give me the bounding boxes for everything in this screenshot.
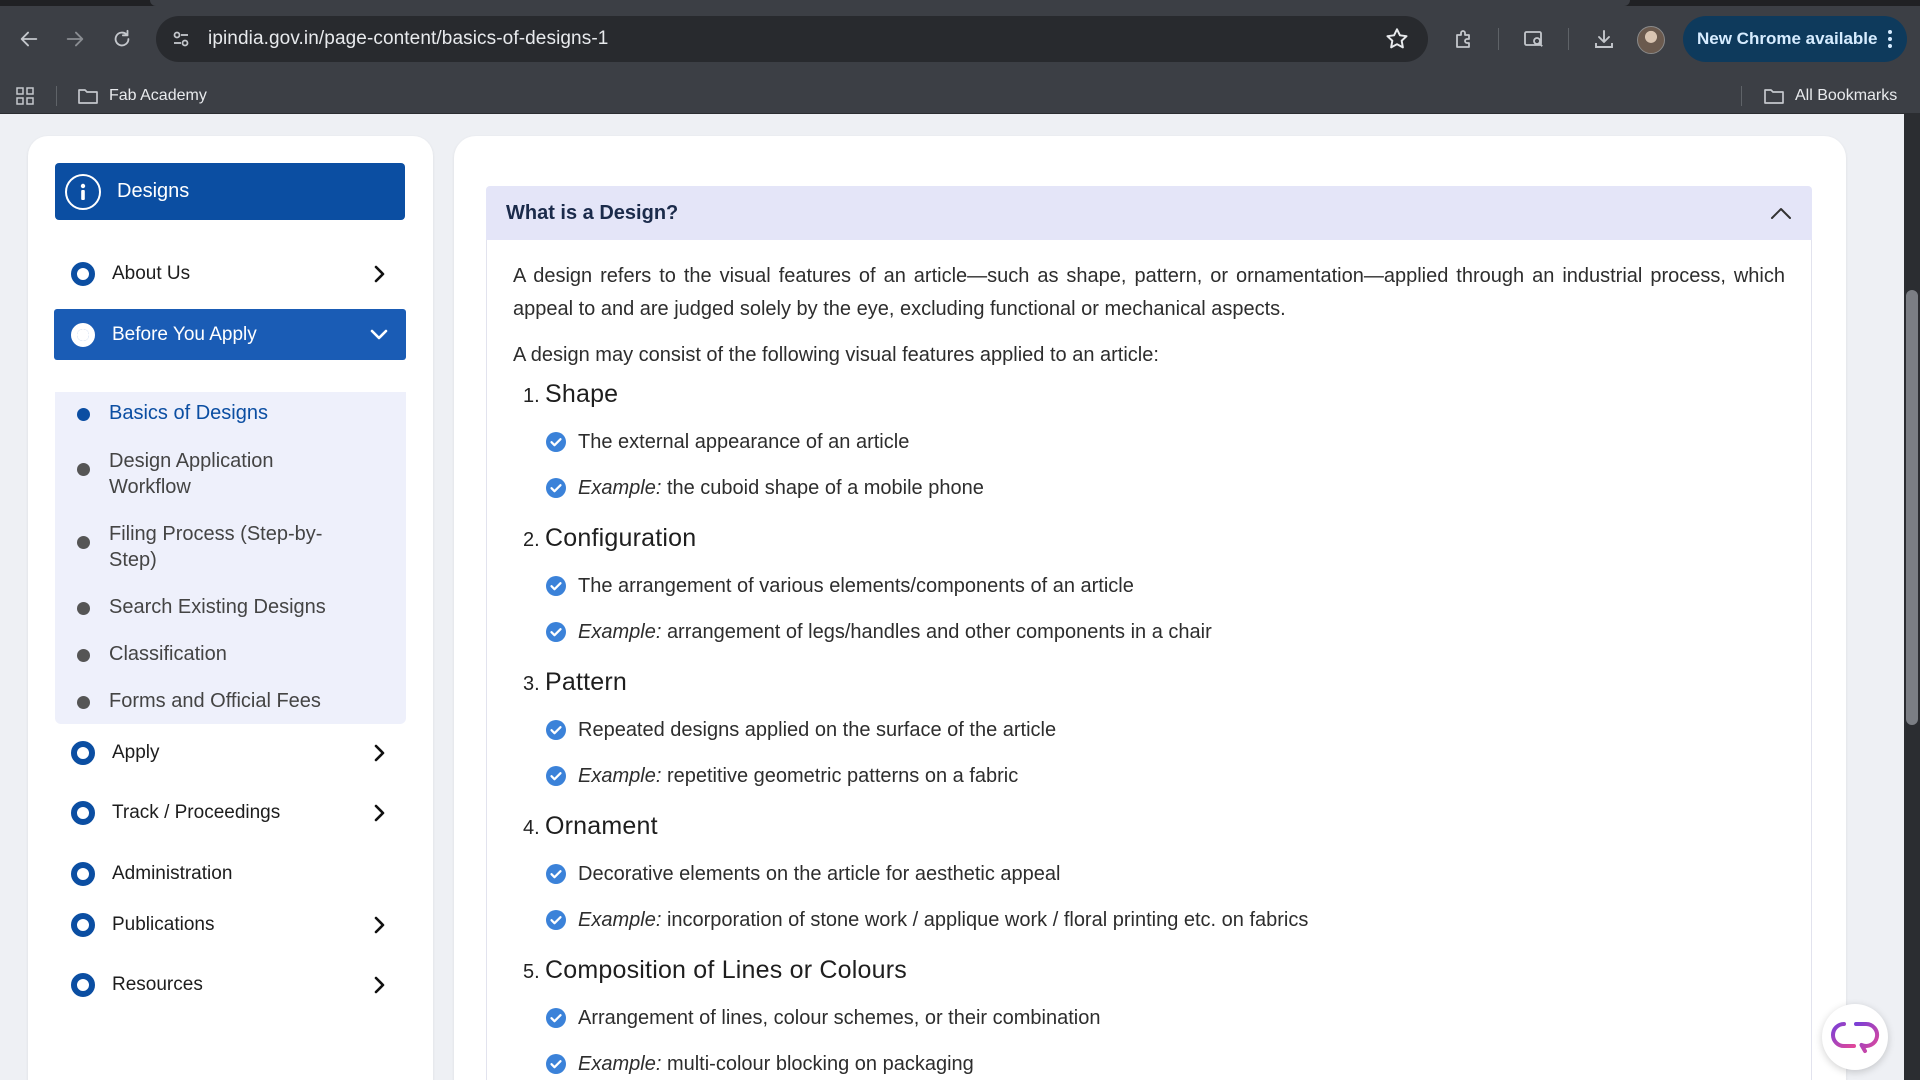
submenu-item-search-existing-designs[interactable] bbox=[55, 594, 406, 620]
submenu-item-filing-process[interactable] bbox=[55, 521, 406, 573]
bookmark-star-icon[interactable] bbox=[1384, 26, 1410, 52]
check-circle-icon bbox=[545, 1007, 567, 1029]
feature-point bbox=[545, 1003, 1100, 1033]
feature-example bbox=[545, 473, 984, 503]
feature-point-text: The external appearance of an article bbox=[578, 430, 910, 453]
chevron-right-icon bbox=[368, 914, 390, 936]
sidebar-item-label: Before You Apply bbox=[112, 323, 257, 345]
site-info-button[interactable] bbox=[164, 22, 198, 56]
chevron-right-icon bbox=[368, 742, 390, 764]
feature-heading: Shape bbox=[545, 380, 619, 408]
sidebar-item-about-us[interactable] bbox=[54, 249, 406, 299]
check-circle-icon bbox=[545, 765, 567, 787]
extensions-button[interactable] bbox=[1447, 22, 1481, 56]
folder-icon bbox=[77, 86, 99, 106]
feature-example bbox=[545, 905, 1308, 935]
accordion-header[interactable] bbox=[486, 186, 1812, 240]
feature-ornament bbox=[523, 812, 1723, 931]
bullet-icon bbox=[77, 463, 90, 476]
feature-heading: Pattern bbox=[545, 668, 628, 696]
sidebar-item-label: Resources bbox=[112, 974, 203, 995]
example-label: Example: bbox=[578, 476, 662, 499]
sidebar-nav bbox=[28, 136, 433, 1080]
accordion-body bbox=[486, 240, 1812, 1080]
bookmarks-divider bbox=[56, 86, 57, 106]
puzzle-icon bbox=[1452, 27, 1476, 51]
chevron-right-icon bbox=[368, 802, 390, 824]
check-circle-icon bbox=[545, 863, 567, 885]
check-circle-icon bbox=[545, 431, 567, 453]
chevron-up-icon[interactable] bbox=[1768, 201, 1794, 227]
submenu-before-you-apply bbox=[55, 392, 406, 724]
nav-dot-icon bbox=[71, 262, 95, 286]
main-content-card bbox=[454, 136, 1846, 1080]
sidebar-item-before-you-apply[interactable] bbox=[54, 309, 406, 360]
sidebar-item-publications[interactable] bbox=[54, 900, 406, 950]
downloads-button[interactable] bbox=[1587, 22, 1621, 56]
bullet-icon bbox=[77, 536, 90, 549]
reload-button[interactable] bbox=[105, 22, 139, 56]
chatbot-button[interactable] bbox=[1822, 1004, 1888, 1070]
feature-pattern bbox=[523, 668, 1723, 787]
kebab-menu-icon[interactable] bbox=[1887, 28, 1893, 50]
update-label: New Chrome available bbox=[1697, 29, 1878, 48]
submenu-item-forms-and-fees[interactable] bbox=[55, 688, 406, 714]
nav-dot-icon bbox=[71, 741, 95, 765]
feature-heading: Composition of Lines or Colours bbox=[545, 956, 907, 984]
submenu-item-basics-of-designs[interactable] bbox=[55, 400, 406, 426]
tab-search-icon bbox=[1522, 27, 1546, 51]
feature-point bbox=[545, 715, 1056, 745]
check-circle-icon bbox=[545, 909, 567, 931]
example-label: Example: bbox=[578, 908, 662, 931]
submenu-item-label: Classification bbox=[109, 643, 227, 665]
tab-search-button[interactable] bbox=[1517, 22, 1551, 56]
info-icon bbox=[65, 174, 101, 210]
submenu-item-classification[interactable] bbox=[55, 641, 406, 667]
sidebar-item-apply[interactable] bbox=[54, 728, 406, 778]
toolbar-divider bbox=[1498, 28, 1499, 50]
sidebar-header bbox=[55, 163, 405, 220]
check-circle-icon bbox=[545, 575, 567, 597]
feature-number: 4. bbox=[523, 817, 540, 839]
feature-example-text: multi-colour blocking on packaging bbox=[666, 1052, 974, 1075]
nav-dot-icon bbox=[71, 973, 95, 997]
submenu-item-label: Search Existing Designs bbox=[109, 596, 326, 618]
bookmark-fab-academy[interactable] bbox=[77, 84, 207, 108]
feature-point bbox=[545, 571, 1134, 601]
submenu-item-label: Basics of Designs bbox=[109, 402, 268, 424]
check-circle-icon bbox=[545, 477, 567, 499]
feature-point-text: The arrangement of various elements/components of an article bbox=[578, 574, 1134, 597]
bookmark-label: Fab Academy bbox=[109, 87, 207, 104]
bookmarks-divider bbox=[1741, 86, 1742, 106]
chevron-down-icon bbox=[368, 323, 390, 345]
download-icon bbox=[1592, 27, 1616, 51]
bullet-icon bbox=[77, 602, 90, 615]
feature-heading: Configuration bbox=[545, 524, 697, 552]
sidebar-item-track-proceedings[interactable] bbox=[54, 788, 406, 838]
feature-number: 2. bbox=[523, 529, 540, 551]
submenu-item-label: Design Application Workflow bbox=[109, 450, 274, 498]
bullet-icon bbox=[77, 408, 90, 421]
nav-dot-icon bbox=[71, 862, 95, 886]
accordion-title: What is a Design? bbox=[506, 201, 679, 224]
feature-example-text: repetitive geometric patterns on a fabric bbox=[666, 764, 1019, 787]
feature-number: 1. bbox=[523, 385, 540, 407]
all-bookmarks-button[interactable] bbox=[1763, 84, 1897, 108]
address-bar[interactable] bbox=[156, 16, 1428, 62]
forward-arrow-icon bbox=[64, 28, 86, 50]
scrollbar-thumb[interactable] bbox=[1906, 290, 1918, 725]
submenu-item-label: Filing Process (Step-by-Step) bbox=[109, 523, 323, 571]
folder-icon bbox=[1763, 86, 1785, 106]
sidebar-item-label: Apply bbox=[112, 742, 160, 763]
feature-example-text: the cuboid shape of a mobile phone bbox=[666, 476, 984, 499]
feature-number: 3. bbox=[523, 673, 540, 695]
feature-point bbox=[545, 859, 1061, 889]
bullet-icon bbox=[77, 696, 90, 709]
submenu-item-label: Forms and Official Fees bbox=[109, 690, 321, 712]
nav-dot-icon bbox=[71, 801, 95, 825]
feature-example bbox=[545, 761, 1018, 791]
browser-toolbar bbox=[0, 0, 1920, 78]
nav-dot-icon bbox=[71, 913, 95, 937]
tab-strip bbox=[0, 0, 1920, 6]
active-tab[interactable] bbox=[150, 0, 1630, 6]
example-label: Example: bbox=[578, 764, 662, 787]
sidebar-item-label: Administration bbox=[112, 863, 233, 884]
chevron-right-icon bbox=[368, 263, 390, 285]
new-chrome-button[interactable] bbox=[1683, 16, 1907, 62]
feature-configuration bbox=[523, 524, 1723, 643]
check-circle-icon bbox=[545, 1053, 567, 1075]
tune-icon bbox=[171, 29, 191, 49]
sidebar-item-label: Track / Proceedings bbox=[112, 802, 281, 823]
sidebar-item-resources[interactable] bbox=[54, 960, 406, 1010]
example-label: Example: bbox=[578, 620, 662, 643]
feature-point-text: Repeated designs applied on the surface of the article bbox=[578, 718, 1057, 741]
feature-example-text: arrangement of legs/handles and other components in a chair bbox=[666, 620, 1212, 643]
toolbar-divider bbox=[1568, 28, 1569, 50]
feature-composition bbox=[523, 956, 1723, 1075]
example-label: Example: bbox=[578, 1052, 662, 1075]
chevron-right-icon bbox=[368, 974, 390, 996]
check-circle-icon bbox=[545, 719, 567, 741]
chatbot-logo-icon bbox=[1830, 1020, 1880, 1054]
feature-point bbox=[545, 427, 909, 457]
check-circle-icon bbox=[545, 621, 567, 643]
intro-paragraph: A design refers to the visual features of an article—such as shape, pattern, or ornamentation—applied through an industrial process, which appeal to and are judged solely by the eye, excluding functional or mechanical aspects. bbox=[513, 265, 1785, 320]
intro-subtitle: A design may consist of the following visual features applied to an article: bbox=[513, 344, 1159, 366]
bookmarks-bar bbox=[0, 78, 1920, 114]
forward-button[interactable] bbox=[58, 22, 92, 56]
page-viewport bbox=[0, 114, 1904, 1080]
feature-number: 5. bbox=[523, 961, 540, 983]
profile-avatar[interactable] bbox=[1637, 26, 1665, 54]
feature-point-text: Arrangement of lines, colour schemes, or their combination bbox=[578, 1006, 1101, 1029]
apps-grid-icon[interactable] bbox=[15, 86, 35, 106]
sidebar-item-administration[interactable] bbox=[54, 849, 406, 899]
feature-heading: Ornament bbox=[545, 812, 658, 840]
sidebar-item-label: Publications bbox=[112, 914, 215, 935]
bookmark-label: All Bookmarks bbox=[1795, 87, 1898, 104]
reload-icon bbox=[111, 28, 133, 50]
url-text[interactable]: ipindia.gov.in/page-content/basics-of-designs-1 bbox=[208, 28, 609, 49]
feature-example bbox=[545, 1049, 974, 1079]
back-button[interactable] bbox=[12, 22, 46, 56]
feature-point-text: Decorative elements on the article for aesthetic appeal bbox=[578, 862, 1061, 885]
sidebar-item-label: About Us bbox=[112, 263, 191, 284]
feature-example bbox=[545, 617, 1212, 647]
nav-dot-icon bbox=[71, 323, 95, 347]
submenu-item-design-application-workflow[interactable] bbox=[55, 448, 406, 500]
sidebar-title: Designs bbox=[117, 180, 190, 202]
bullet-icon bbox=[77, 649, 90, 662]
back-arrow-icon bbox=[18, 28, 40, 50]
feature-example-text: incorporation of stone work / applique work / floral printing etc. on fabrics bbox=[666, 908, 1309, 931]
feature-shape bbox=[523, 380, 1723, 499]
